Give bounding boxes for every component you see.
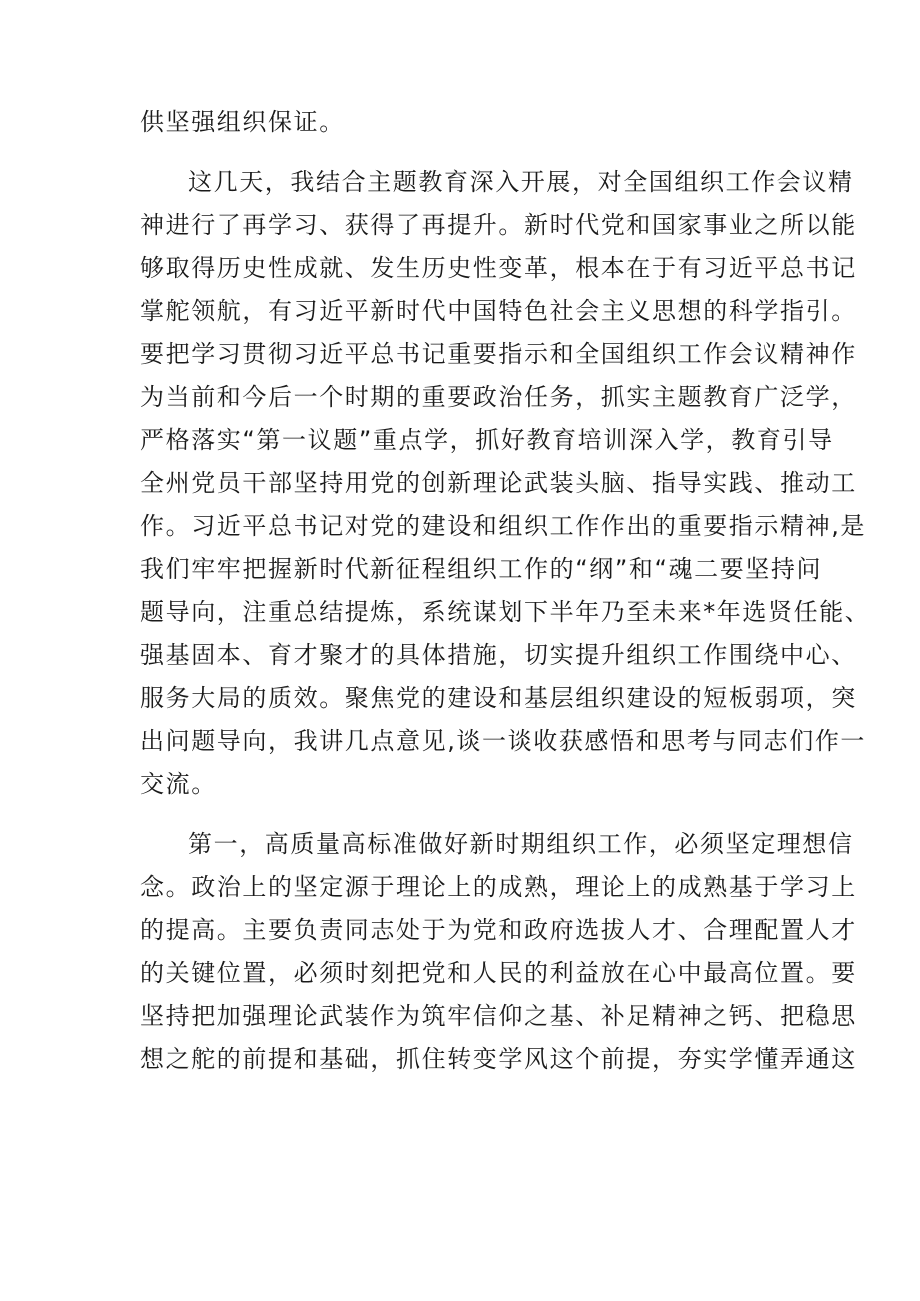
text-line: 强基固本、育才聚才的具体措施，切实提升组织工作围绕中心、 [140,641,857,669]
text-line: 我们牢牢把握新时代新征程组织工作的“纲”和“魂二要坚持问 [140,555,823,583]
text-line: 够取得历史性成就、发生历史性变革，根本在于有习近平总书记 [140,254,857,282]
text-line: 神进行了再学习、获得了再提升。新时代党和国家事业之所以能 [140,211,857,239]
text-line: 要把学习贯彻习近平总书记重要指示和全国组织工作会议精神作 [140,340,857,368]
text-line: 交流。 [140,770,217,798]
text-line: 为当前和今后一个时期的重要政治任务，抓实主题教育广泛学， [140,383,857,411]
paragraph-first-line: 这几天，我结合主题教育深入开展，对全国组织工作会议精 [188,168,854,196]
text-line: 作。习近平总书记对党的建设和组织工作作出的重要指示精神,是 [140,512,867,540]
text-line: 题导向，注重总结提炼，系统谋划下半年乃至未来*年选贤任能、 [140,598,871,626]
text-line: 掌舵领航，有习近平新时代中国特色社会主义思想的科学指引。 [140,297,857,325]
text-line: 出问题导向，我讲几点意见,谈一谈收获感悟和思考与同志们作一 [140,727,867,755]
text-line: 的提高。主要负责同志处于为党和政府选拔人才、合理配置人才 [140,916,857,944]
text-line: 服务大局的质效。聚焦党的建设和基层组织建设的短板弱项，突 [140,684,857,712]
text-line: 念。政治上的坚定源于理论上的成熟，理论上的成熟基于学习上 [140,873,857,901]
text-line: 坚持把加强理论武装作为筑牢信仰之基、补足精神之钙、把稳思 [140,1002,857,1030]
text-line: 严格落实“第一议题”重点学，抓好教育培训深入学，教育引导 [140,426,834,454]
text-line: 想之舵的前提和基础，抓住转变学风这个前提，夯实学懂弄通这 [140,1045,857,1073]
text-line: 供坚强组织保证。 [140,108,345,136]
text-line: 全州党员干部坚持用党的创新理论武装头脑、指导实践、推动工 [140,469,857,497]
paragraph-first-line: 第一，高质量高标准做好新时期组织工作，必须坚定理想信 [188,830,854,858]
text-line: 的关键位置，必须时刻把党和人民的利益放在心中最高位置。要 [140,959,857,987]
